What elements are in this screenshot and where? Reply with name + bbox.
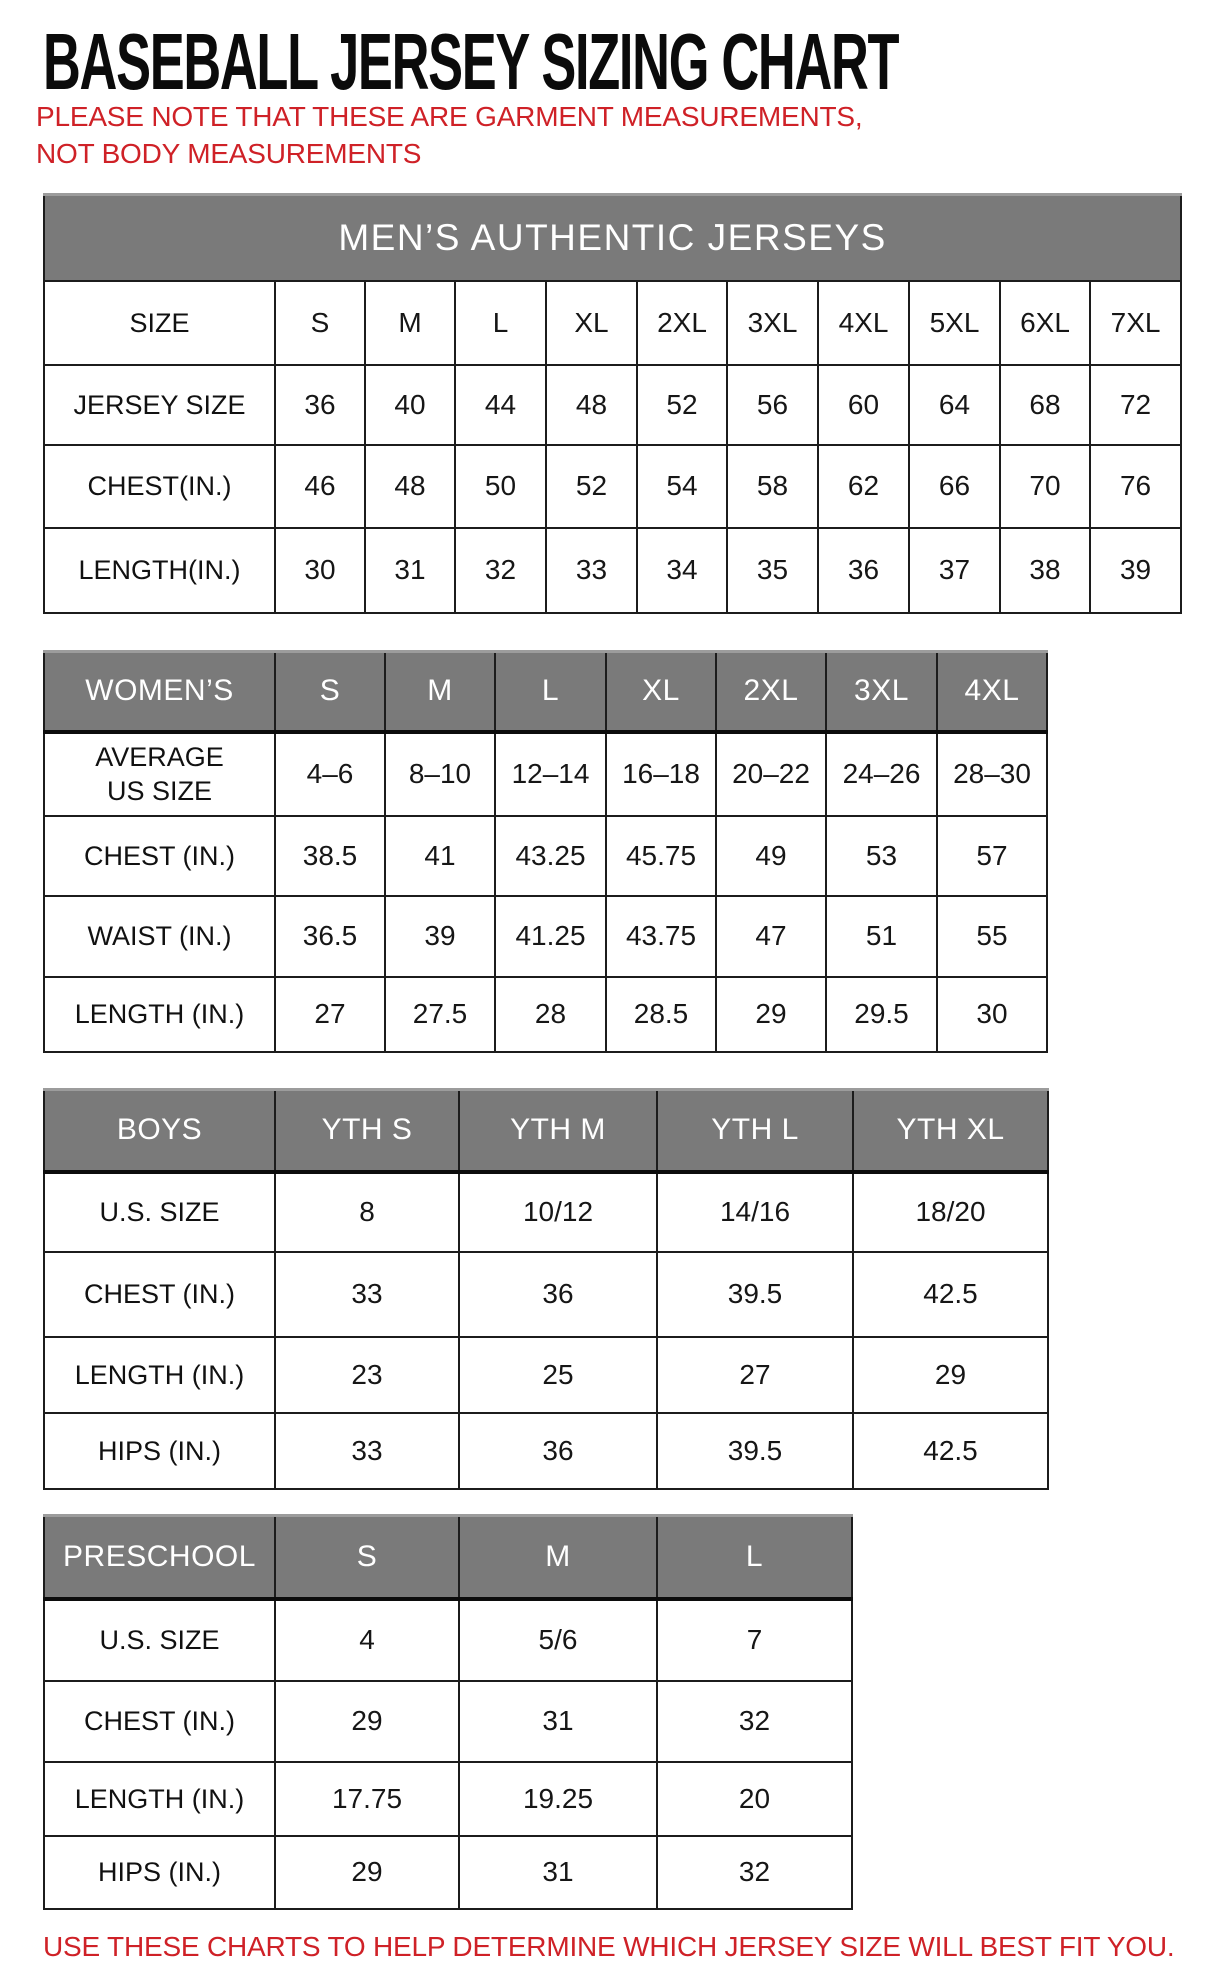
- row-label: CHEST (IN.): [83, 840, 235, 871]
- value-cell: 8–10: [385, 732, 495, 816]
- preschool-banner-label: PRESCHOOL: [44, 1516, 275, 1599]
- table-row: [44, 977, 1047, 1052]
- value-cell: 28.5: [606, 977, 716, 1052]
- value-cell: 43.75: [606, 896, 716, 977]
- mens-table: [43, 193, 1182, 614]
- table-row: [44, 1172, 1048, 1252]
- row-label: HIPS (IN.): [97, 1435, 221, 1466]
- value-cell: 5XL: [909, 281, 1000, 365]
- value-cell: 17.75: [275, 1762, 459, 1836]
- value-cell: 24–26: [826, 732, 937, 816]
- row-label-cell: [44, 732, 275, 816]
- row-label-cell: [44, 1413, 275, 1489]
- womens-table: [43, 650, 1048, 1053]
- value-cell: 4XL: [818, 281, 909, 365]
- mens-authentic-jerseys-table: [43, 193, 1182, 614]
- row-label-cell: [44, 528, 275, 613]
- table-row: [44, 528, 1181, 613]
- value-cell: 3XL: [727, 281, 818, 365]
- table-row: [44, 445, 1181, 528]
- value-cell: 7: [657, 1599, 852, 1681]
- value-cell: 39: [385, 896, 495, 977]
- value-cell: 47: [716, 896, 826, 977]
- value-cell: 29: [275, 1836, 459, 1909]
- value-cell: 50: [455, 445, 546, 528]
- value-cell: 27: [275, 977, 385, 1052]
- womens-banner-label: WOMEN’S: [44, 652, 275, 732]
- table-row: [44, 1252, 1048, 1337]
- value-cell: 6XL: [1000, 281, 1090, 365]
- value-cell: 64: [909, 365, 1000, 445]
- value-cell: 54: [637, 445, 727, 528]
- column-header: YTH M: [459, 1090, 657, 1172]
- row-label-cell: [44, 1836, 275, 1909]
- value-cell: 25: [459, 1337, 657, 1413]
- fit-advice-note: USE THESE CHARTS TO HELP DETERMINE WHICH JERSEY SIZE WILL BEST FIT YOU.: [43, 1931, 1175, 1962]
- page-title: BASEBALL JERSEY SIZING CHART: [43, 17, 899, 106]
- value-cell: 45.75: [606, 816, 716, 896]
- value-cell: 66: [909, 445, 1000, 528]
- value-cell: 31: [459, 1836, 657, 1909]
- value-cell: 39: [1090, 528, 1181, 613]
- row-label: U.S. SIZE: [99, 1625, 220, 1655]
- value-cell: 38.5: [275, 816, 385, 896]
- row-label-cell: [44, 1681, 275, 1762]
- value-cell: 36: [275, 365, 365, 445]
- preschool-sizing-table: [43, 1514, 853, 1910]
- value-cell: 56: [727, 365, 818, 445]
- value-cell: 44: [455, 365, 546, 445]
- value-cell: 29.5: [826, 977, 937, 1052]
- table-row: [44, 732, 1047, 816]
- value-cell: 31: [459, 1681, 657, 1762]
- value-cell: 5/6: [459, 1599, 657, 1681]
- womens-sizing-table: [43, 650, 1048, 1053]
- column-header: L: [657, 1516, 852, 1599]
- row-label: WAIST (IN.): [87, 921, 232, 951]
- row-label: LENGTH (IN.): [74, 1359, 245, 1390]
- boys-table: [43, 1088, 1049, 1490]
- value-cell: 60: [818, 365, 909, 445]
- mens-banner: MEN’S AUTHENTIC JERSEYS: [44, 195, 1181, 281]
- value-cell: 72: [1090, 365, 1181, 445]
- value-cell: 29: [853, 1337, 1048, 1413]
- value-cell: 43.25: [495, 816, 606, 896]
- value-cell: 14/16: [657, 1172, 853, 1252]
- value-cell: 68: [1000, 365, 1090, 445]
- value-cell: 37: [909, 528, 1000, 613]
- value-cell: 76: [1090, 445, 1181, 528]
- row-label: LENGTH (IN.): [74, 999, 245, 1029]
- value-cell: 27: [657, 1337, 853, 1413]
- table-row: [44, 365, 1181, 445]
- value-cell: 32: [657, 1836, 852, 1909]
- value-cell: 36: [818, 528, 909, 613]
- value-cell: 32: [455, 528, 546, 613]
- value-cell: 33: [275, 1413, 459, 1489]
- value-cell: L: [455, 281, 546, 365]
- row-label: CHEST (IN.): [83, 1706, 235, 1736]
- row-label-cell: [44, 1252, 275, 1337]
- value-cell: 51: [826, 896, 937, 977]
- value-cell: 4–6: [275, 732, 385, 816]
- table-row: [44, 1681, 852, 1762]
- value-cell: XL: [546, 281, 637, 365]
- value-cell: 36: [459, 1252, 657, 1337]
- value-cell: 19.25: [459, 1762, 657, 1836]
- value-cell: 41: [385, 816, 495, 896]
- value-cell: 53: [826, 816, 937, 896]
- row-label: AVERAGE US SIZE: [95, 742, 224, 806]
- column-header: M: [385, 652, 495, 732]
- table-row: [44, 896, 1047, 977]
- value-cell: 41.25: [495, 896, 606, 977]
- value-cell: 29: [716, 977, 826, 1052]
- boys-banner-label: BOYS: [44, 1090, 275, 1172]
- value-cell: 12–14: [495, 732, 606, 816]
- column-header: YTH XL: [853, 1090, 1048, 1172]
- value-cell: M: [365, 281, 455, 365]
- value-cell: 62: [818, 445, 909, 528]
- table-row: [44, 1599, 852, 1681]
- row-label-cell: [44, 1337, 275, 1413]
- value-cell: 33: [546, 528, 637, 613]
- row-label: LENGTH(IN.): [78, 555, 241, 585]
- value-cell: 36.5: [275, 896, 385, 977]
- preschool-table: [43, 1514, 853, 1910]
- table-row: [44, 1337, 1048, 1413]
- column-header: S: [275, 652, 385, 732]
- boys-sizing-table: [43, 1088, 1049, 1490]
- value-cell: 34: [637, 528, 727, 613]
- value-cell: 55: [937, 896, 1047, 977]
- column-header: 2XL: [716, 652, 826, 732]
- row-label: CHEST (IN.): [83, 1279, 235, 1309]
- value-cell: 40: [365, 365, 455, 445]
- value-cell: 8: [275, 1172, 459, 1252]
- value-cell: 30: [275, 528, 365, 613]
- row-label-cell: [44, 281, 275, 365]
- value-cell: 42.5: [853, 1413, 1048, 1489]
- value-cell: 48: [546, 365, 637, 445]
- value-cell: 28–30: [937, 732, 1047, 816]
- row-label: LENGTH (IN.): [74, 1783, 245, 1814]
- value-cell: 46: [275, 445, 365, 528]
- value-cell: 28: [495, 977, 606, 1052]
- value-cell: 30: [937, 977, 1047, 1052]
- row-label: HIPS (IN.): [97, 1857, 221, 1887]
- value-cell: 16–18: [606, 732, 716, 816]
- column-header: S: [275, 1516, 459, 1599]
- table-row: [44, 1762, 852, 1836]
- column-header: YTH L: [657, 1090, 853, 1172]
- value-cell: 52: [637, 365, 727, 445]
- row-label: CHEST(IN.): [87, 471, 232, 501]
- value-cell: 39.5: [657, 1252, 853, 1337]
- column-header: L: [495, 652, 606, 732]
- row-label-cell: [44, 445, 275, 528]
- row-label-cell: [44, 365, 275, 445]
- row-label-cell: [44, 1172, 275, 1252]
- value-cell: 27.5: [385, 977, 495, 1052]
- value-cell: 4: [275, 1599, 459, 1681]
- value-cell: 38: [1000, 528, 1090, 613]
- table-row: [44, 816, 1047, 896]
- column-header: 4XL: [937, 652, 1047, 732]
- value-cell: 31: [365, 528, 455, 613]
- value-cell: 49: [716, 816, 826, 896]
- value-cell: 70: [1000, 445, 1090, 528]
- row-label: JERSEY SIZE: [73, 389, 246, 420]
- value-cell: 2XL: [637, 281, 727, 365]
- table-row: [44, 1413, 1048, 1489]
- value-cell: 23: [275, 1337, 459, 1413]
- table-row: [44, 281, 1181, 365]
- row-label-cell: [44, 977, 275, 1052]
- value-cell: 48: [365, 445, 455, 528]
- row-label-cell: [44, 896, 275, 977]
- row-label-cell: [44, 1762, 275, 1836]
- value-cell: 32: [657, 1681, 852, 1762]
- value-cell: 20: [657, 1762, 852, 1836]
- column-header: 3XL: [826, 652, 937, 732]
- value-cell: 58: [727, 445, 818, 528]
- value-cell: 57: [937, 816, 1047, 896]
- value-cell: 7XL: [1090, 281, 1181, 365]
- value-cell: 52: [546, 445, 637, 528]
- value-cell: 33: [275, 1252, 459, 1337]
- value-cell: 35: [727, 528, 818, 613]
- value-cell: 10/12: [459, 1172, 657, 1252]
- value-cell: 39.5: [657, 1413, 853, 1489]
- garment-measurement-note: PLEASE NOTE THAT THESE ARE GARMENT MEASUREMENTS, NOT BODY MEASUREMENTS: [36, 101, 863, 169]
- value-cell: 42.5: [853, 1252, 1048, 1337]
- row-label: U.S. SIZE: [99, 1197, 220, 1227]
- value-cell: 18/20: [853, 1172, 1048, 1252]
- value-cell: S: [275, 281, 365, 365]
- row-label-cell: [44, 816, 275, 896]
- row-label-cell: [44, 1599, 275, 1681]
- row-label: SIZE: [129, 307, 190, 338]
- table-row: [44, 1836, 852, 1909]
- value-cell: 29: [275, 1681, 459, 1762]
- value-cell: 20–22: [716, 732, 826, 816]
- value-cell: 36: [459, 1413, 657, 1489]
- column-header: YTH S: [275, 1090, 459, 1172]
- column-header: XL: [606, 652, 716, 732]
- column-header: M: [459, 1516, 657, 1599]
